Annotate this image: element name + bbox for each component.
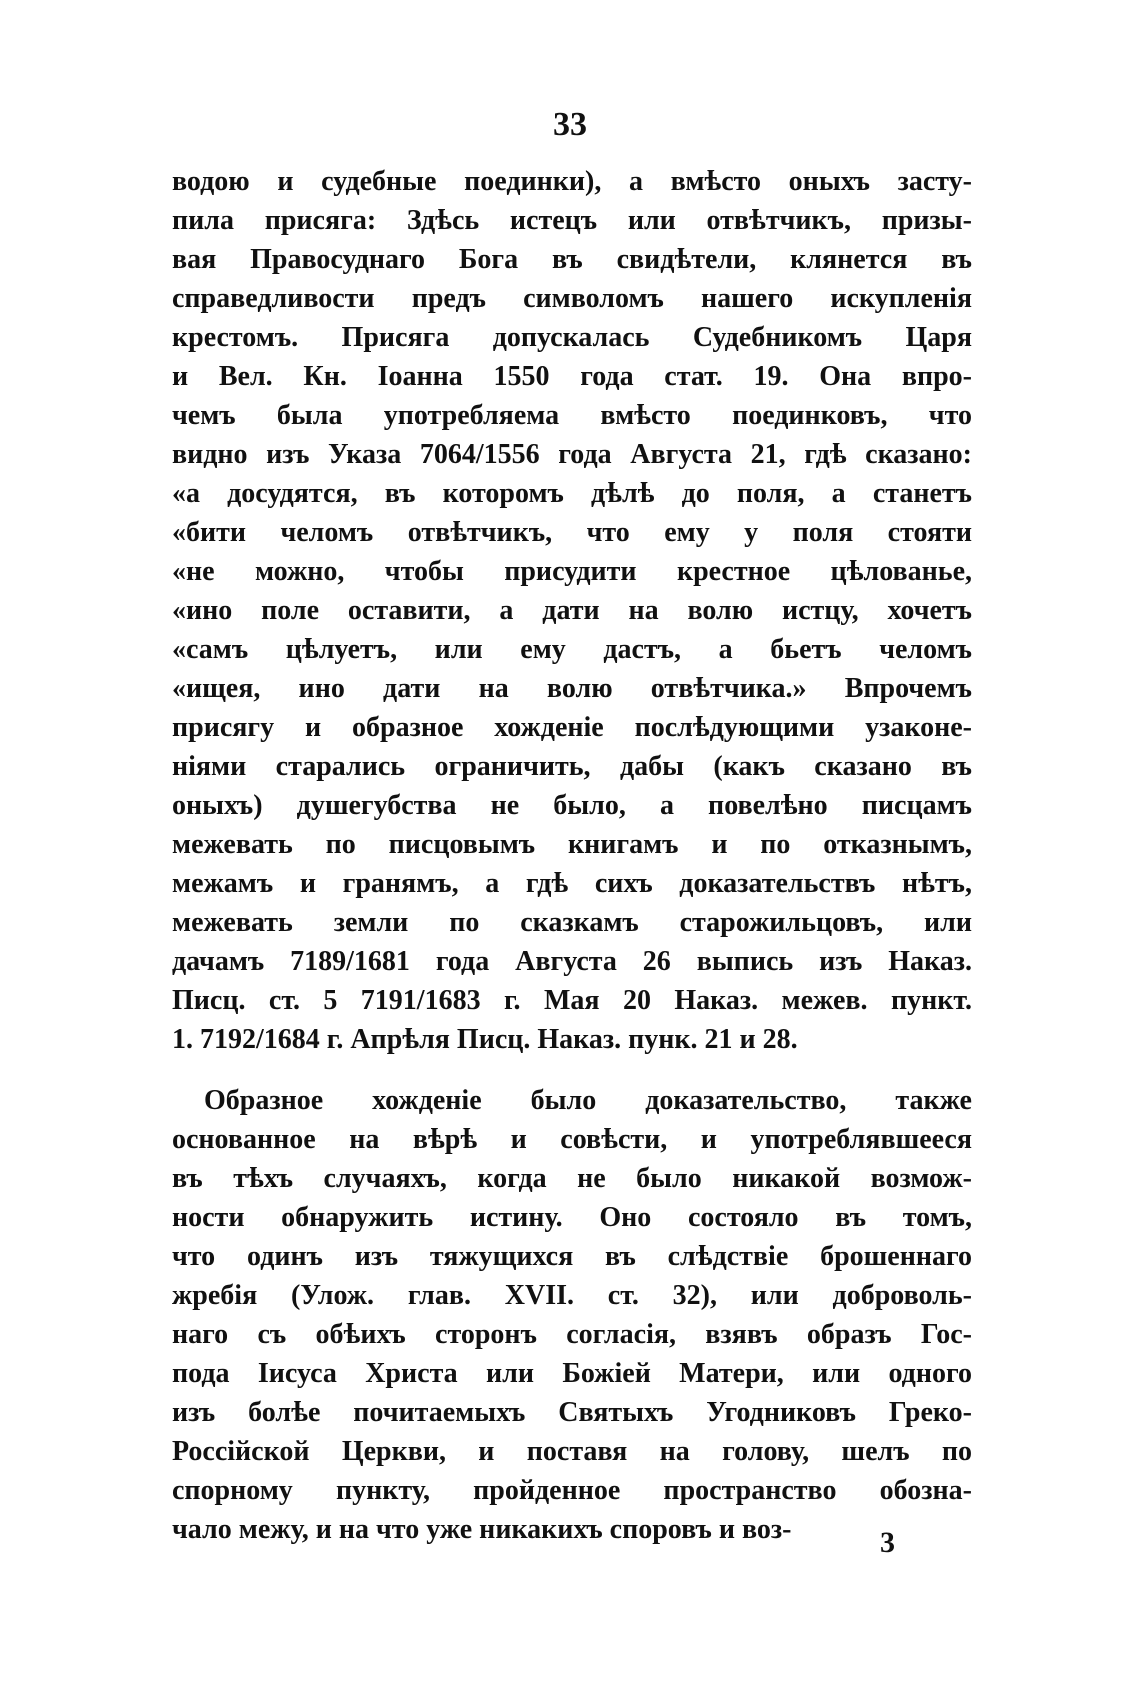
text-line: ніями старались ограничить, дабы (какъ сказано въ bbox=[172, 751, 972, 782]
text-line: оныхъ) душегубства не было, а повелѣно писцамъ bbox=[172, 790, 972, 821]
text-line: межевать по писцовымъ книгамъ и по отказнымъ, bbox=[172, 829, 972, 860]
paragraph-2 bbox=[172, 1081, 972, 1549]
text-line: жребія (Улож. глав. XVII. ст. 32), или доброволь- bbox=[172, 1280, 972, 1311]
text-line: межамъ и гранямъ, а гдѣ сихъ доказательствъ нѣтъ, bbox=[172, 868, 972, 899]
text-line: основанное на вѣрѣ и совѣсти, и употреблявшееся bbox=[172, 1124, 972, 1155]
text-line: «бити челомъ отвѣтчикъ, что ему у поля стояти bbox=[172, 517, 972, 548]
text-line: справедливости предъ символомъ нашего искупленія bbox=[172, 283, 972, 314]
text-line: крестомъ. Присяга допускалась Судебникомъ Царя bbox=[172, 322, 972, 353]
text-line: ности обнаружить истину. Оно состояло въ томъ, bbox=[172, 1202, 972, 1233]
text-line: пода Іисуса Христа или Божіей Матери, или одного bbox=[172, 1358, 972, 1389]
text-line: изъ болѣе почитаемыхъ Святыхъ Угодниковъ Греко- bbox=[172, 1397, 972, 1428]
text-line: вая Правосуднаго Бога въ свидѣтели, клянется въ bbox=[172, 244, 972, 275]
paragraph-gap bbox=[172, 1059, 972, 1081]
text-line: «не можно, чтобы присудити крестное цѣлованье, bbox=[172, 556, 972, 587]
signature-mark: 3 bbox=[880, 1526, 895, 1559]
text-line: спорному пункту, пройденное пространство обозна- bbox=[172, 1475, 972, 1506]
text-line: водою и судебные поединки), а вмѣсто оныхъ засту- bbox=[172, 166, 972, 197]
text-line: чемъ была употребляема вмѣсто поединковъ, что bbox=[172, 400, 972, 431]
text-line: чало межу, и на что уже никакихъ споровъ и воз- bbox=[172, 1514, 792, 1545]
text-line: Писц. ст. 5 7191/1683 г. Мая 20 Наказ. межев. пункт. bbox=[172, 985, 972, 1016]
text-line: видно изъ Указа 7064/1556 года Августа 21, гдѣ сказано: bbox=[172, 439, 972, 470]
text-line: и Вел. Кн. Іоанна 1550 года стат. 19. Она впро- bbox=[172, 361, 972, 392]
text-line: пила присяга: Здѣсь истецъ или отвѣтчикъ, призы- bbox=[172, 205, 972, 236]
text-line: въ тѣхъ случаяхъ, когда не было никакой возмож- bbox=[172, 1163, 972, 1194]
text-line: «ино поле оставити, а дати на волю истцу, хочетъ bbox=[172, 595, 972, 626]
text-line: Образное хожденіе было доказательство, также bbox=[204, 1085, 972, 1116]
paragraph-1 bbox=[172, 162, 972, 1059]
page-number: 33 bbox=[553, 106, 587, 143]
text-line: «самъ цѣлуетъ, или ему дастъ, а бьетъ челомъ bbox=[172, 634, 972, 665]
text-line: дачамъ 7189/1681 года Августа 26 выпись изъ Наказ. bbox=[172, 946, 972, 977]
text-block bbox=[172, 162, 972, 1549]
text-line: Россійской Церкви, и поставя на голову, шелъ по bbox=[172, 1436, 972, 1467]
text-line: наго съ обѣихъ сторонъ согласія, взявъ образъ Гос- bbox=[172, 1319, 972, 1350]
text-line: «ищея, ино дати на волю отвѣтчика.» Впрочемъ bbox=[172, 673, 972, 704]
text-line: межевать земли по сказкамъ старожильцовъ, или bbox=[172, 907, 972, 938]
text-line: «а досудятся, въ которомъ дѣлѣ до поля, а станетъ bbox=[172, 478, 972, 509]
text-line: 1. 7192/1684 г. Апрѣля Писц. Наказ. пунк. 21 и 28. bbox=[172, 1024, 798, 1055]
text-line: присягу и образное хожденіе послѣдующими узаконе- bbox=[172, 712, 972, 743]
text-line: что одинъ изъ тяжущихся въ слѣдствіе брошеннаго bbox=[172, 1241, 972, 1272]
